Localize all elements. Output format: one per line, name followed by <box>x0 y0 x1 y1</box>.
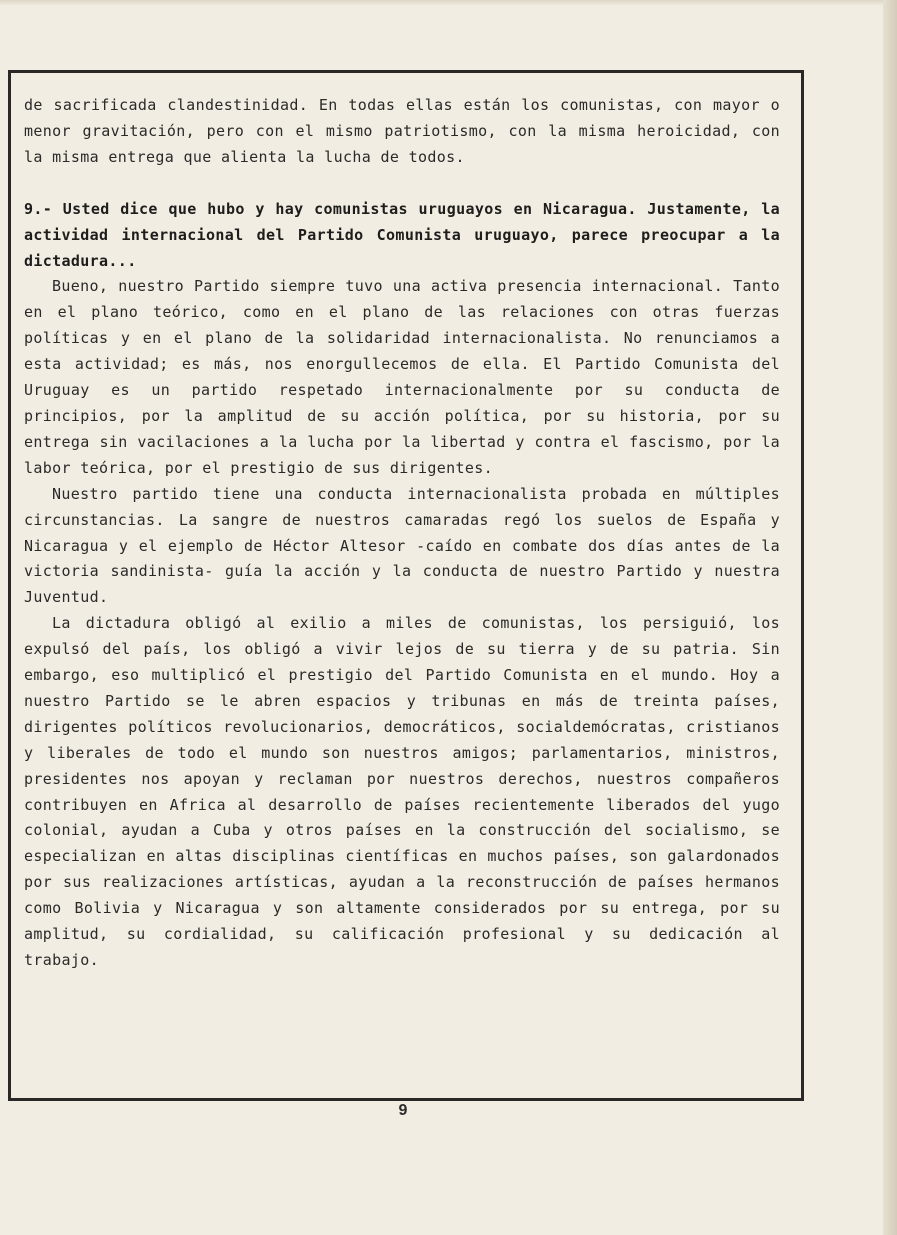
paragraph-continuation: de sacrificada clandestinidad. En todas ellas están los comunistas, con mayor o menor gravitación, pero con el mismo patriotismo, con la misma heroicidad, con la misma entrega que alienta la lucha de todos. <box>24 96 780 166</box>
page-number: 9 <box>398 1102 408 1119</box>
page-right-edge <box>883 0 897 1235</box>
page-body <box>24 93 780 974</box>
answer-paragraph-1: Bueno, nuestro Partido siempre tuvo una activa presencia internacional. Tanto en el plano teórico, como en el plano de las relaciones con otras fuerzas políticas y en el plano de la solidaridad internacionalista. No renunciamos a esta actividad; es más, nos enorgullecemos de ella. El Partido Comunista del Uruguay es un partido respetado internacionalmente por su conducta de principios, por la amplitud de su acción política, por su historia, por su entrega sin vacilaciones a la lucha por la libertad y contra el fascismo, por la labor teórica, por el prestigio de sus dirigentes. <box>24 277 780 477</box>
interview-question: 9.- Usted dice que hubo y hay comunistas uruguayos en Nicaragua. Justamente, la actividad internacional del Partido Comunista uruguayo, parece preocupar a la dictadura... <box>24 199 780 270</box>
page-top-edge <box>0 0 897 6</box>
answer-paragraph-3: La dictadura obligó al exilio a miles de comunistas, los persiguió, los expulsó del país, los obligó a vivir lejos de su tierra y de su patria. Sin embargo, eso multiplicó el prestigio del Partido Comunista en el mundo. Hoy a nuestro Partido se le abren espacios y tribunas en más de treinta países, dirigentes políticos revolucionarios, democráticos, socialdemócratas, cristianos y liberales de todo el mundo son nuestros amigos; parlamentarios, ministros, presidentes nos apoyan y reclaman por nuestros derechos, nuestros compañeros contribuyen en Africa al desarrollo de países recientemente liberados del yugo colonial, ayudan a Cuba y otros países en la construcción del socialismo, se especializan en altas disciplinas científicas en muchos países, son galardonados por sus realizaciones artísticas, ayudan a la reconstrucción de países hermanos como Bolivia y Nicaragua y son altamente considerados por su entrega, por su amplitud, su cordialidad, su calificación profesional y su dedicación al trabajo. <box>24 614 780 969</box>
answer-paragraph-2: Nuestro partido tiene una conducta internacionalista probada en múltiples circunstancias. La sangre de nuestros camaradas regó los suelos de España y Nicaragua y el ejemplo de Héctor Altesor -caído en combate dos días antes de la victoria sandinista- guía la acción y la conducta de nuestro Partido y nuestra Juventud. <box>24 484 780 607</box>
